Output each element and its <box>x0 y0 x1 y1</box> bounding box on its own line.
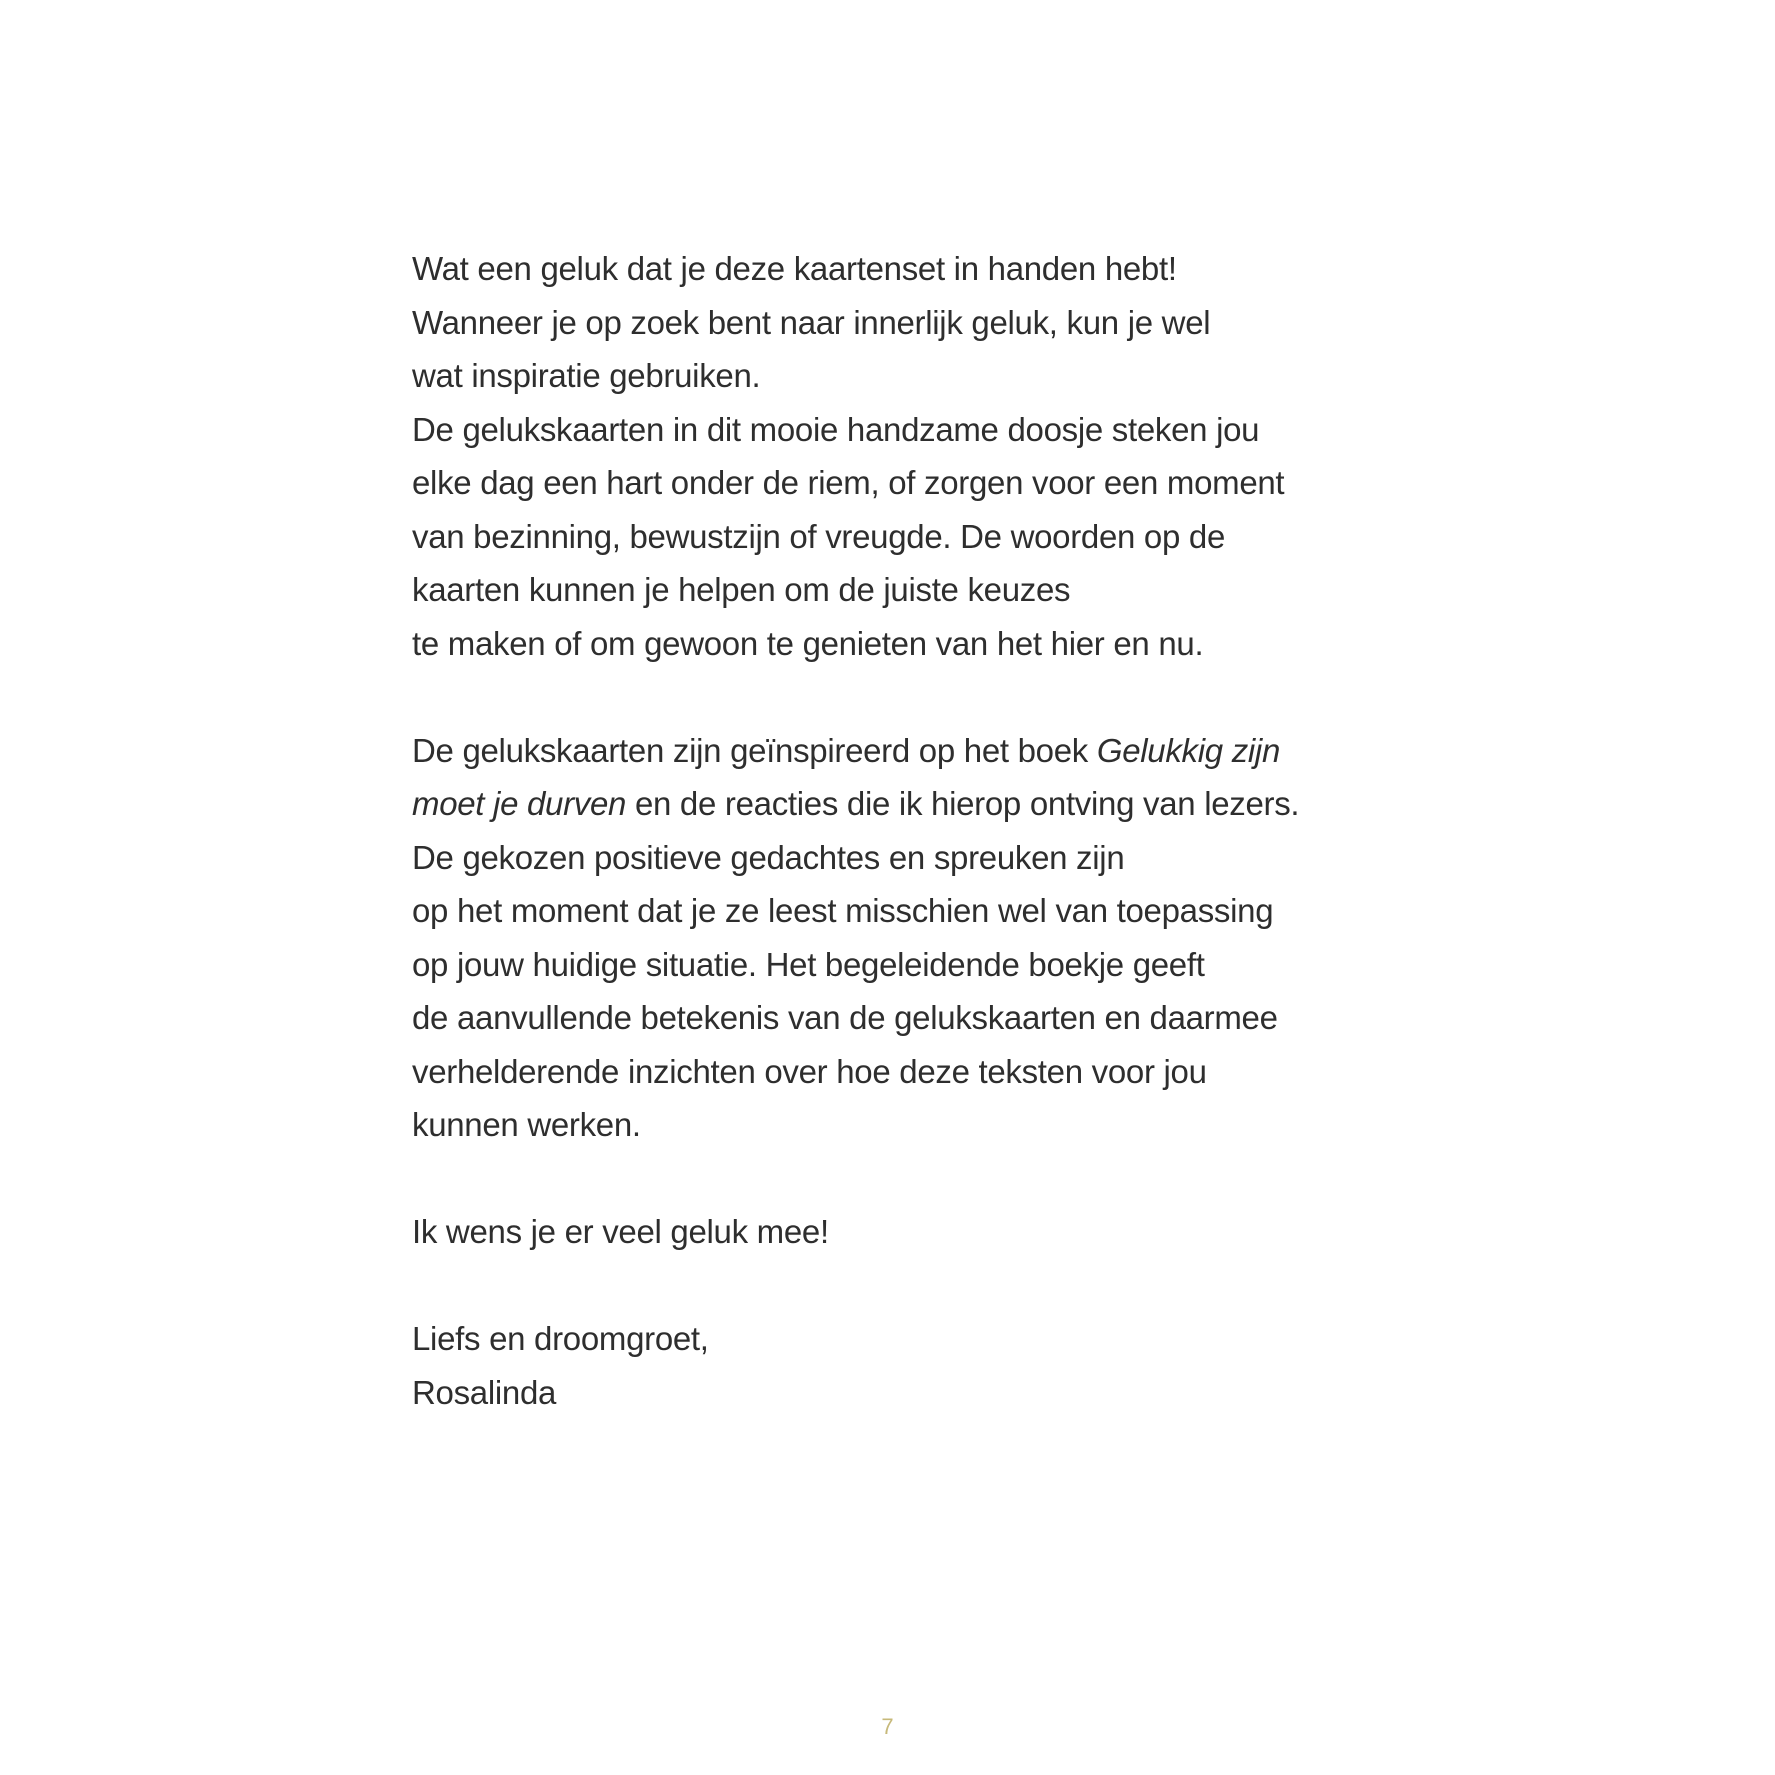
text-line: kunnen werken. <box>412 1106 641 1143</box>
paragraph-spacer <box>412 670 1362 724</box>
text-line: Wanneer je op zoek bent naar innerlijk geluk, kun je wel <box>412 303 1211 341</box>
text-line: op het moment dat je ze leest misschien wel van toepassing <box>412 892 1274 929</box>
text-line: De gekozen positieve gedachtes en spreuken zijn <box>412 838 1125 876</box>
paragraph-spacer <box>412 1152 1362 1206</box>
paragraph-spacer <box>412 1259 1362 1313</box>
page-number: 7 <box>881 1714 894 1739</box>
text-fragment: De gelukskaarten zijn geïnspireerd op het boek <box>412 731 1097 769</box>
text-line: te maken of om gewoon te genieten van het hier en nu. <box>412 624 1204 662</box>
text-line: elke dag een hart onder de riem, of zorgen voor een moment <box>412 464 1285 501</box>
text-line: verhelderende inzichten over hoe deze teksten voor jou <box>412 1052 1207 1090</box>
text-line: op jouw huidige situatie. Het begeleidende boekje geeft <box>412 945 1205 983</box>
text-line: wat inspiratie gebruiken. <box>412 357 761 394</box>
text-line: De gelukskaarten in dit mooie handzame doosje steken jou <box>412 410 1260 448</box>
text-line: van bezinning, bewustzijn of vreugde. De woorden op de <box>412 517 1226 555</box>
inspiration-paragraph <box>412 724 1362 1152</box>
intro-paragraph <box>412 242 1362 670</box>
closing-line: Liefs en droomgroet, <box>412 1320 709 1357</box>
book-title: moet je durven <box>412 785 627 822</box>
text-line: de aanvullende betekenis van de gelukskaarten en daarmee <box>412 999 1278 1036</box>
text-line <box>412 777 1362 831</box>
signature: Rosalinda <box>412 1373 557 1411</box>
text-line <box>412 724 1362 778</box>
wish-line: Ik wens je er veel geluk mee! <box>412 1213 829 1250</box>
text-line: Wat een geluk dat je deze kaartenset in handen hebt! <box>412 250 1177 287</box>
book-title: Gelukkig zijn <box>1096 731 1281 769</box>
text-line: kaarten kunnen je helpen om de juiste keuzes <box>412 571 1071 608</box>
body-text <box>412 242 1362 1419</box>
text-fragment: en de reacties die ik hierop ontving van lezers. <box>626 785 1300 822</box>
